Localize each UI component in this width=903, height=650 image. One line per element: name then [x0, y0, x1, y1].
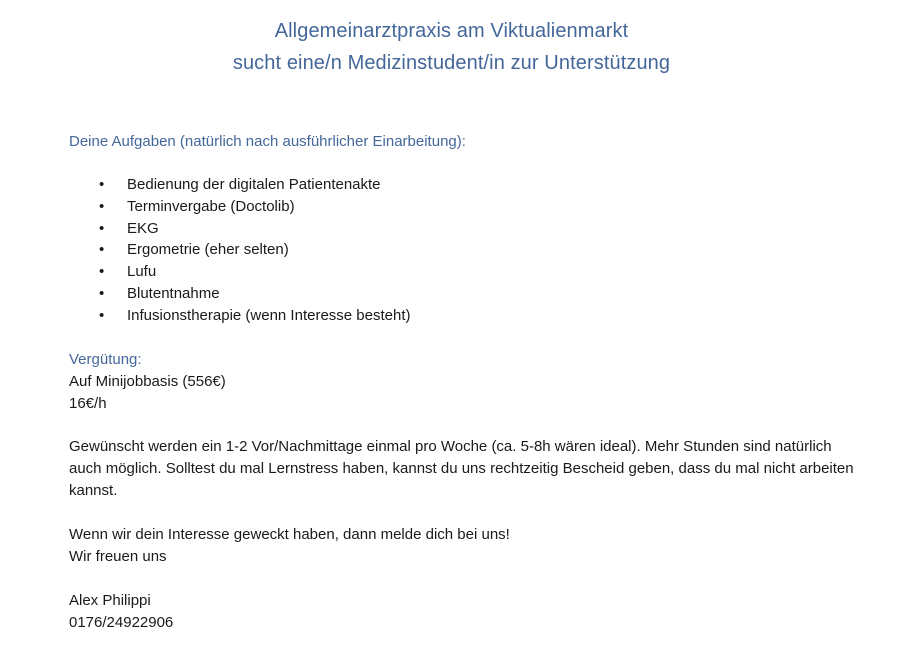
- bullet-icon: •: [99, 263, 105, 281]
- bullet-icon: •: [99, 197, 105, 215]
- closing-line-2: Wir freuen uns: [69, 548, 167, 565]
- title-line-2: sucht eine/n Medizinstudent/in zur Unterstützung: [232, 52, 671, 74]
- bullet-icon: •: [99, 176, 105, 193]
- tasks-list: [69, 174, 411, 327]
- bullet-icon: •: [99, 241, 105, 259]
- list-item: [69, 196, 411, 218]
- contact-phone: 0176/24922906: [69, 614, 174, 631]
- list-item-text: Blutentnahme: [127, 284, 220, 302]
- list-item: [69, 305, 411, 327]
- compensation-rate: 16€/h: [69, 395, 107, 412]
- closing-line-1: Wenn wir dein Interesse geweckt haben, dann melde dich bei uns!: [69, 526, 510, 543]
- list-item-text: EKG: [127, 219, 159, 237]
- list-item: [69, 174, 411, 196]
- list-item: [69, 283, 411, 305]
- tasks-heading: Deine Aufgaben (natürlich nach ausführlicher Einarbeitung):: [69, 133, 466, 150]
- contact-name: Alex Philippi: [69, 592, 151, 609]
- title-line-1: Allgemeinarztpraxis am Viktualienmarkt: [274, 20, 629, 42]
- compensation-heading: Vergütung:: [69, 351, 142, 368]
- list-item-text: Infusionstherapie (wenn Interesse besteht): [127, 306, 411, 324]
- list-item: [69, 218, 411, 240]
- schedule-paragraph: Gewünscht werden ein 1-2 Vor/Nachmittage einmal pro Woche (ca. 5-8h wären ideal). Mehr Stunden sind natürlich auch möglich. Solltest du mal Lernstress haben, kannst du uns rechtzeitig Bescheid geben, dass du mal nicht arbeiten kannst.: [69, 438, 854, 499]
- bullet-icon: •: [99, 306, 105, 324]
- bullet-icon: •: [99, 219, 105, 237]
- list-item-text: Lufu: [127, 263, 157, 281]
- list-item: [69, 239, 411, 261]
- list-item-text: Ergometrie (eher selten): [127, 241, 289, 259]
- list-item-text: Bedienung der digitalen Patientenakte: [127, 176, 381, 193]
- compensation-basis: Auf Minijobbasis (556€): [69, 373, 226, 390]
- bullet-icon: •: [99, 284, 105, 302]
- list-item-text: Terminvergabe (Doctolib): [127, 197, 295, 215]
- list-item: [69, 261, 411, 283]
